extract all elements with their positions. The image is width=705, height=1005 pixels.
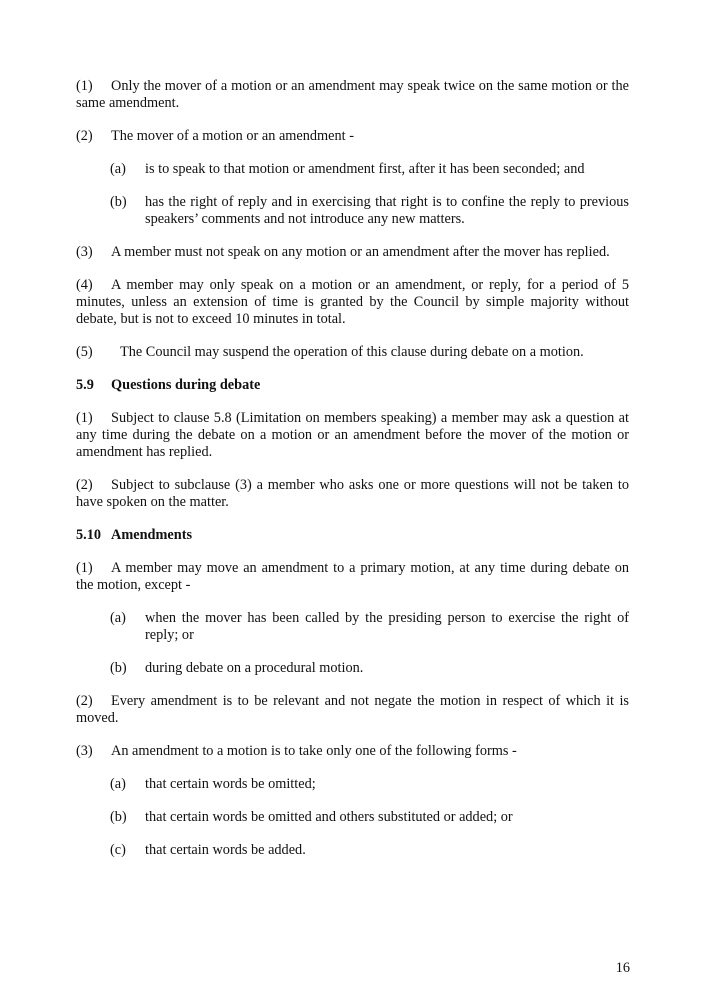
subparagraph-1a — [110, 610, 629, 644]
paragraph-number: (1) — [76, 78, 93, 94]
subparagraph-text: has the right of reply and in exercising that right is to confine the reply to previous speakers’ comments and not introduce any new matters. — [145, 194, 629, 227]
section-number: 5.10 — [76, 527, 102, 543]
paragraph-text: Every amendment is to be relevant and not negate the motion in respect of which it is moved. — [76, 693, 629, 726]
subparagraph-2a — [110, 161, 629, 178]
paragraph-number: (3) — [76, 244, 93, 260]
paragraph-text: A member may move an amendment to a primary motion, at any time during debate on the motion, except - — [76, 560, 629, 593]
paragraph-text: An amendment to a motion is to take only one of the following forms - — [111, 743, 517, 759]
paragraph-text: The mover of a motion or an amendment - — [111, 128, 354, 144]
subparagraph-1b — [110, 660, 629, 677]
section-5-10-paragraph-1 — [76, 560, 629, 594]
paragraph-text: A member may only speak on a motion or an amendment, or reply, for a period of 5 minutes, unless an extension of time is granted by the Council by simple majority without debate, but is not to exceed 10 minutes in total. — [76, 277, 629, 327]
clause-paragraph-4 — [76, 277, 629, 328]
clause-paragraph-5 — [76, 344, 629, 361]
document-page — [76, 78, 629, 875]
clause-paragraph-2 — [76, 128, 629, 145]
section-5-9-paragraph-1 — [76, 410, 629, 461]
paragraph-text: Subject to subclause (3) a member who asks one or more questions will not be taken to have spoken on the matter. — [76, 477, 629, 510]
subparagraph-3b — [110, 809, 629, 826]
paragraph-number: (1) — [76, 410, 93, 426]
subparagraph-label: (b) — [110, 660, 127, 676]
section-5-10-paragraph-2 — [76, 693, 629, 727]
section-heading-5-9 — [76, 377, 629, 394]
subparagraph-3c — [110, 842, 629, 859]
subparagraph-label: (c) — [110, 842, 126, 858]
paragraph-number: (2) — [76, 477, 93, 493]
paragraph-text: Only the mover of a motion or an amendment may speak twice on the same motion or the same amendment. — [76, 78, 629, 111]
paragraph-text: A member must not speak on any motion or an amendment after the mover has replied. — [111, 244, 610, 260]
paragraph-number: (5) — [76, 344, 93, 360]
clause-paragraph-1 — [76, 78, 629, 112]
subparagraph-label: (a) — [110, 610, 126, 626]
subparagraph-label: (b) — [110, 194, 127, 210]
paragraph-number: (2) — [76, 128, 93, 144]
section-5-9-paragraph-2 — [76, 477, 629, 511]
paragraph-text: Subject to clause 5.8 (Limitation on members speaking) a member may ask a question at any time during the debate on a motion or an amendment before the mover of the motion or amendment has replied. — [76, 410, 629, 460]
section-title: Amendments — [111, 527, 193, 543]
section-5-10-paragraph-3 — [76, 743, 629, 760]
subparagraph-text: that certain words be omitted; — [145, 776, 316, 792]
paragraph-number: (3) — [76, 743, 93, 759]
subparagraph-text: is to speak to that motion or amendment first, after it has been seconded; and — [145, 161, 585, 177]
subparagraph-label: (a) — [110, 776, 126, 792]
subparagraph-2b — [110, 194, 629, 228]
page-number: 16 — [615, 960, 630, 976]
subparagraph-text: during debate on a procedural motion. — [145, 660, 364, 676]
subparagraph-text: that certain words be omitted and others substituted or added; or — [145, 809, 513, 825]
paragraph-number: (4) — [76, 277, 93, 293]
section-heading-5-10 — [76, 527, 629, 544]
section-number: 5.9 — [76, 377, 94, 393]
clause-paragraph-3 — [76, 244, 629, 261]
paragraph-number: (2) — [76, 693, 93, 709]
subparagraph-text: that certain words be added. — [145, 842, 306, 858]
section-title: Questions during debate — [111, 377, 261, 393]
subparagraph-text: when the mover has been called by the presiding person to exercise the right of reply; or — [145, 610, 629, 643]
subparagraph-label: (b) — [110, 809, 127, 825]
paragraph-text: The Council may suspend the operation of this clause during debate on a motion. — [120, 344, 584, 360]
subparagraph-3a — [110, 776, 629, 793]
subparagraph-label: (a) — [110, 161, 126, 177]
paragraph-number: (1) — [76, 560, 93, 576]
